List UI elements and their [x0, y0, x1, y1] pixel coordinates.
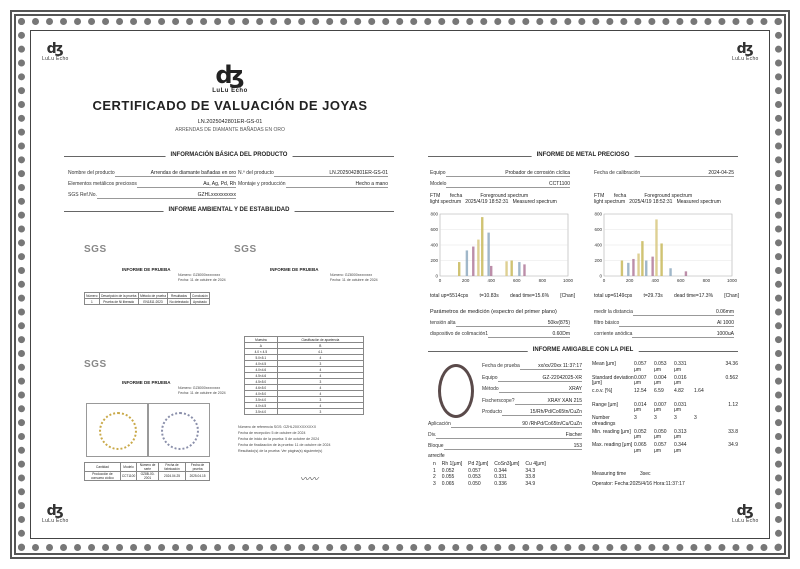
stat-row — [592, 362, 738, 376]
metal-elements-row: Elementos metálicos preciosos Au, Ag, Pd, Rh — [68, 181, 236, 187]
report3-cell: Número de serie — [137, 463, 159, 472]
reading-cell: Rh 1[μm] — [441, 461, 463, 467]
stat-value: 0.007 μm — [654, 401, 667, 413]
stat-label: c.o.v. [%] — [592, 388, 613, 394]
stat-value: 0.057 μm — [634, 361, 647, 373]
spectrum-peak — [641, 241, 643, 276]
reading-cell: 0.344 — [494, 467, 507, 474]
report2-cell: 4.5×4.6 — [245, 373, 278, 379]
report-date: Fecha: 11 de octubre de 2024 — [330, 278, 378, 282]
report1-row — [85, 299, 210, 305]
report3-cell: Modelo — [120, 463, 136, 472]
report2-cell: 3 — [277, 379, 363, 385]
stat-value: 0.016 μm — [674, 374, 687, 386]
x-tick-label: 400 — [651, 278, 659, 283]
y-tick-label: 200 — [430, 258, 438, 263]
earring-sample-image — [428, 362, 478, 414]
stat-value: 0.313 μm — [674, 428, 687, 440]
report3-cell: GZ8B-00-2001 — [137, 472, 159, 481]
reading-cell: Pd 2[μm] — [468, 461, 489, 467]
earring-icon — [438, 364, 474, 418]
spectrum-peak — [523, 264, 525, 276]
report2-cell: 4 — [277, 367, 363, 373]
spectrum-peak — [490, 266, 492, 276]
spectrum-peak — [621, 261, 623, 277]
stat-value: 3 — [694, 415, 697, 421]
stat-value: 1.64 — [694, 388, 704, 394]
stat-value — [714, 416, 738, 430]
page-title: CERTIFICADO DE VALUACIÓN DE JOYAS — [92, 98, 368, 113]
spectrum-chart-right — [588, 210, 738, 290]
report3-cell: Fecha de fabricación — [158, 463, 185, 472]
x-tick-label: 1000 — [562, 278, 574, 283]
spectrum-left-footer: total up=5514cps t=10.83s dead time=15.6% [Chan] — [430, 293, 575, 299]
spectrum-peak — [458, 262, 460, 276]
section-metal: INFORME DE METAL PRECIOSO — [428, 152, 738, 160]
x-tick-label: 800 — [702, 278, 711, 283]
report-number: Número: GZ8000xxxxxxxx — [178, 386, 221, 390]
corner-logo-top-left: ʤ LuLu Echo — [42, 41, 69, 62]
y-tick-label: 600 — [430, 227, 438, 232]
title-logo — [210, 62, 250, 94]
stat-label: Max. reading [μm] — [592, 442, 633, 448]
collimation-row: dispositivo de colimación1 0.60Dm — [430, 331, 570, 337]
report1-cell: Prueba de Ni liberado — [99, 299, 138, 305]
report4-lines — [238, 424, 330, 454]
corner-logo-bottom-left: ʤ LuLu Echo — [42, 503, 69, 524]
silver-earring-icon — [161, 412, 199, 450]
report3-cell: 2024.04.25 — [158, 472, 185, 481]
spectrum-peak — [472, 247, 474, 276]
reading-cell: 0.057 — [468, 467, 481, 474]
reef-label: arrecife — [428, 453, 445, 459]
y-tick-label: 400 — [594, 242, 602, 248]
stat-label: Standard deviation [μm] — [592, 374, 634, 386]
div-row: Div. Fischer — [428, 432, 582, 438]
spectrum-peak — [481, 217, 483, 276]
current-row: corriente anódica 1000uA — [594, 331, 734, 337]
spectrum-right-header: FTM fecha Foreground spectrum light spectrum 2025/4/19 18:52:31 Measured spectrum — [594, 193, 721, 205]
spectrum-peak — [627, 263, 629, 276]
measuring-time-label: Measuring time — [592, 471, 627, 477]
stat-value: 34.36 — [725, 361, 738, 367]
skin-equipment-row: Equipo GZ-22042025-XR — [482, 375, 582, 381]
stat-value: 0.014 μm — [634, 401, 647, 413]
spectrum-peak — [685, 271, 687, 276]
spectrum-peak — [487, 233, 489, 276]
y-tick-label: 800 — [594, 211, 602, 217]
spectrum-peak — [669, 268, 671, 276]
x-tick-label: 600 — [677, 278, 685, 283]
report-title: INFORME DE PRUEBA — [122, 380, 171, 385]
measuring-time: 3sec — [640, 471, 651, 477]
stat-label: Mean [μm] — [592, 361, 616, 367]
stat-label: Min. reading [μm] — [592, 428, 631, 435]
stat-value — [694, 376, 714, 390]
report2-cell: 4.0×5.0 — [245, 391, 278, 397]
stat-row — [592, 430, 738, 444]
spectrum-peak — [637, 254, 639, 276]
report-title: INFORME DE PRUEBA — [122, 267, 171, 272]
stats-table — [592, 362, 738, 457]
stat-row — [592, 376, 738, 390]
stat-value: 0.004 μm — [654, 374, 667, 386]
application-row: Aplicación 90 /RhPd/Co65tn/Cu/CuZn — [428, 421, 582, 427]
filter-row: filtro básico Al 1000 — [594, 320, 734, 326]
y-tick-label: 600 — [594, 227, 602, 232]
report3-cell: Producción de consumo cíclico — [85, 472, 121, 481]
logo-icon: ʤ — [46, 41, 64, 57]
stat-value: 6.59 — [654, 388, 664, 394]
reading-cell: CoSn3[μm] — [494, 461, 520, 467]
params-title: Parámetros de medición (espectro del primer plano) — [430, 309, 557, 315]
reading-cell: n — [433, 461, 436, 467]
gold-earring-icon — [99, 412, 137, 450]
stat-value: 0.331 μm — [674, 361, 687, 373]
report3-table — [84, 462, 210, 481]
report2-cell: 4 — [277, 355, 363, 361]
stat-value: 1.12 — [728, 401, 738, 408]
report2-cell: 4.0×4.6 — [245, 367, 278, 373]
product-no-row: N.º del producto LN.2025042801ER-GS-01 — [238, 170, 388, 176]
report3-cell: 2025.04.15 — [186, 472, 210, 481]
report3-cell: Fecha de prueba — [186, 463, 210, 472]
report4-line: Resultado(s) de la prueba: Ver página(s) siguiente(s) — [238, 449, 323, 453]
reading-cell: 0.055 — [441, 474, 455, 480]
spectrum-peak — [466, 250, 468, 276]
report2-cell: 3.5×4.0 — [245, 397, 278, 403]
report2-cell: 4 — [277, 403, 363, 409]
report2-cell: 4.5×5.0 — [245, 379, 278, 385]
stat-value: 0.344 μm — [674, 442, 687, 454]
x-tick-label: 0 — [602, 278, 606, 283]
y-tick-label: 200 — [594, 258, 602, 263]
report-number: Número: GZ8000xxxxxxxx — [178, 273, 221, 277]
tension-row: tensión alta 50kv(875) — [430, 320, 570, 326]
report2-cell: A — [245, 343, 278, 349]
x-tick-label: 600 — [513, 278, 521, 283]
sgs-ref-row: SGS Ref.No. GZHLxxxxxxxxxx — [68, 192, 236, 198]
section-environment: INFORME AMBIENTAL Y DE ESTABILIDAD — [64, 207, 394, 215]
report3-row — [85, 463, 210, 472]
report2-cell: 4 — [277, 385, 363, 391]
brand-name: LuLu Echo — [212, 88, 248, 94]
spectrum-peak — [655, 219, 657, 276]
reading-cell: 0.065 — [441, 480, 455, 487]
stat-label: Number ofreadings — [592, 415, 616, 427]
test-date-row: Fecha de prueba xx/xx/20xx 11:37:17 — [482, 363, 582, 369]
reading-cell: 3 — [433, 480, 436, 487]
stat-label: Range [μm] — [592, 401, 618, 408]
montage-row: Montaje y producción Hecho a mano — [238, 181, 388, 187]
stat-value: 0.007 μm — [634, 374, 647, 386]
reading-cell: 34.9 — [525, 480, 536, 487]
x-tick-label: 400 — [487, 278, 495, 283]
corner-logo-top-right: ʤ LuLu Echo — [732, 41, 759, 62]
report1-cell: Número — [86, 293, 98, 298]
report4-line: Fecha de finalización de la prueba: 11 de octubre de 2024 — [238, 443, 331, 447]
report1-cell: 1 — [85, 299, 100, 305]
report2-cell: 4.0×4.5 — [245, 361, 278, 367]
stat-value: 34.9 — [728, 442, 738, 448]
report1-cell: Resultados — [168, 293, 190, 299]
report2-cell: 4 — [277, 391, 363, 397]
report2-cell: 4 — [277, 373, 363, 379]
report-date: Fecha: 11 de octubre de 2024 — [178, 391, 226, 395]
operator: Operator: Fecha:2025/4/16 Hora:11:37:17 — [592, 481, 685, 487]
corner-logo-bottom-right: ʤ LuLu Echo — [732, 503, 759, 524]
report2-cell: 4.0 × 4.5 — [245, 349, 278, 355]
certificate-subtitle: ARRENDAS DE DIAMANTE BAÑADAS EN ORO — [175, 127, 285, 133]
stat-value — [694, 443, 714, 457]
report2-cell: Clasificación de apariencia — [277, 337, 363, 343]
report2-cell: 4.6×5.0 — [245, 385, 278, 391]
spectrum-peak — [477, 240, 479, 276]
reading-cell: 33.8 — [525, 474, 536, 480]
spectrum-left-header: FTM fecha Foreground spectrum light spectrum 2025/4/19 18:52:31 Measured spectrum — [430, 193, 557, 205]
sgs-logo: SGS — [234, 244, 257, 255]
reading-cell: Cu 4[μm] — [525, 461, 546, 467]
stat-value — [714, 389, 738, 403]
stat-value: 3 — [654, 415, 657, 421]
spectrum-right-footer: total up=6149cps t=29.73s dead time=17.3% [Chan] — [594, 293, 739, 299]
sample-photo-b — [148, 403, 210, 457]
sgs-logo: SGS — [84, 244, 107, 255]
equipment-row: Equipo Probador de corrosión cíclica — [430, 170, 570, 176]
stat-value: 0.031 μm — [674, 401, 687, 413]
reading-cell: 0.052 — [441, 467, 455, 474]
stat-value: 3 — [674, 415, 677, 421]
logo-icon: ʤ — [736, 41, 754, 57]
stat-value: 0.050 μm — [654, 428, 667, 440]
report1-cell: No detectado — [169, 299, 189, 304]
report1-cell: Conclusión — [191, 293, 208, 298]
report2-cell: 3 — [277, 397, 363, 403]
y-tick-label: 0 — [599, 273, 602, 279]
reading-cell: 0.050 — [468, 480, 481, 487]
spectrum-peak — [660, 243, 662, 276]
spectrum-peak — [518, 262, 520, 276]
logo-icon: ʤ — [215, 61, 245, 89]
stat-value: 0.053 μm — [654, 361, 667, 373]
reading-cell: 0.336 — [494, 480, 507, 487]
fischerscope-row: Fischerscope? XRAY XAN 215 — [482, 398, 582, 404]
x-tick-label: 800 — [538, 278, 547, 283]
stat-value: 4.82 — [674, 388, 684, 394]
report2-cell: 3 — [277, 361, 363, 367]
reading-row — [430, 481, 549, 488]
sample-photo-a — [86, 403, 148, 457]
stat-value: 3 — [634, 415, 637, 421]
product-row: Producto 15/Rh/Pd/Co65tn/CuZn — [482, 409, 582, 415]
y-tick-label: 800 — [430, 211, 438, 217]
stat-row — [592, 389, 738, 403]
x-tick-label: 200 — [461, 278, 470, 283]
report3-cell: CCT1100 — [120, 472, 136, 481]
reading-cell: 34.3 — [525, 467, 536, 474]
report-date: Fecha: 11 de octubre de 2024 — [178, 278, 226, 282]
report2-cell: 5.0×5.1 — [245, 355, 278, 361]
y-tick-label: 400 — [430, 242, 438, 248]
report4-line: Fecha de inicio de la prueba: 5 de octubre de 2024 — [238, 437, 320, 441]
spectrum-peak — [645, 261, 647, 277]
product-name-row: Nombre del producto Arrendas de diamante bañadas en oro — [68, 170, 236, 176]
report2-cell: 3.5×4.0 — [245, 409, 278, 415]
spectrum-peak — [632, 259, 634, 276]
block-row: Bloque 153 — [428, 443, 582, 449]
report3-row — [85, 472, 210, 481]
spectrum-peak — [510, 261, 512, 277]
x-tick-label: 0 — [438, 278, 442, 283]
stat-value: 0.065 μm — [634, 442, 647, 454]
reading-cell: 0.053 — [468, 474, 481, 480]
section-skin: INFORME AMIGABLE CON LA PIEL — [428, 347, 738, 355]
stat-value — [694, 403, 714, 417]
readings-table — [430, 461, 549, 487]
report1-table — [84, 292, 210, 305]
stat-value: 12.54 — [634, 388, 647, 394]
reading-cell: 2 — [433, 474, 436, 480]
report3-cell: Cantidad — [85, 463, 121, 472]
certificate-number: LN.2025042801ER-GS-01 — [197, 119, 263, 125]
signature: 〰〰 — [300, 475, 319, 485]
section-basic: INFORMACIÓN BÁSICA DEL PRODUCTO — [64, 152, 394, 160]
logo-icon: ʤ — [46, 503, 64, 519]
x-tick-label: 200 — [625, 278, 634, 283]
x-tick-label: 1000 — [726, 278, 738, 283]
report1-cell: Descripción de la prueba — [101, 293, 137, 298]
spectrum-chart-left — [424, 210, 574, 290]
report2-row — [245, 409, 364, 415]
reading-cell: 1 — [433, 467, 436, 474]
stat-value: 0.562 — [725, 374, 738, 381]
calibration-row: Fecha de calibración 2024-04-25 — [594, 170, 734, 176]
stat-value — [694, 430, 714, 444]
method-row: Método XRAY — [482, 386, 582, 392]
stat-row — [592, 403, 738, 417]
report4-line: Número de referencia SGS: GZHL20XXXXXXXX — [238, 425, 317, 429]
reading-cell: 0.331 — [494, 474, 507, 480]
report-title: INFORME DE PRUEBA — [270, 267, 319, 272]
stat-value: 0.057 μm — [654, 442, 667, 454]
spectrum-peak — [651, 257, 653, 276]
logo-icon: ʤ — [736, 503, 754, 519]
report2-cell: 4.1 — [277, 349, 363, 355]
stat-value: 0.052 μm — [634, 428, 647, 440]
report1-cell: Aprobado — [190, 299, 209, 305]
report2-cell: 3 — [277, 409, 363, 415]
report-number: Número: GZ8000xxxxxxxx — [330, 273, 373, 277]
report2-cell: 4.0×4.5 — [245, 403, 278, 409]
report1-cell: Método de prueba — [140, 293, 166, 298]
spectrum-peak — [505, 261, 507, 276]
stat-value — [694, 362, 714, 376]
report2-cell: Muestra — [245, 337, 278, 343]
report2-table — [244, 336, 364, 415]
stat-row — [592, 416, 738, 430]
sgs-logo: SGS — [84, 359, 107, 370]
report2-cell: B — [277, 343, 363, 349]
distance-row: medir la distancia 0.06mm — [594, 309, 734, 315]
y-tick-label: 0 — [435, 273, 438, 279]
model-row: Modelo CCT1100 — [430, 181, 570, 187]
report1-cell: EN1811:2023 — [138, 299, 168, 305]
stat-value: 33.8 — [728, 428, 738, 435]
report4-line: Fecha de recepción: 5 de octubre de 2024 — [238, 431, 306, 435]
stat-row — [592, 443, 738, 457]
